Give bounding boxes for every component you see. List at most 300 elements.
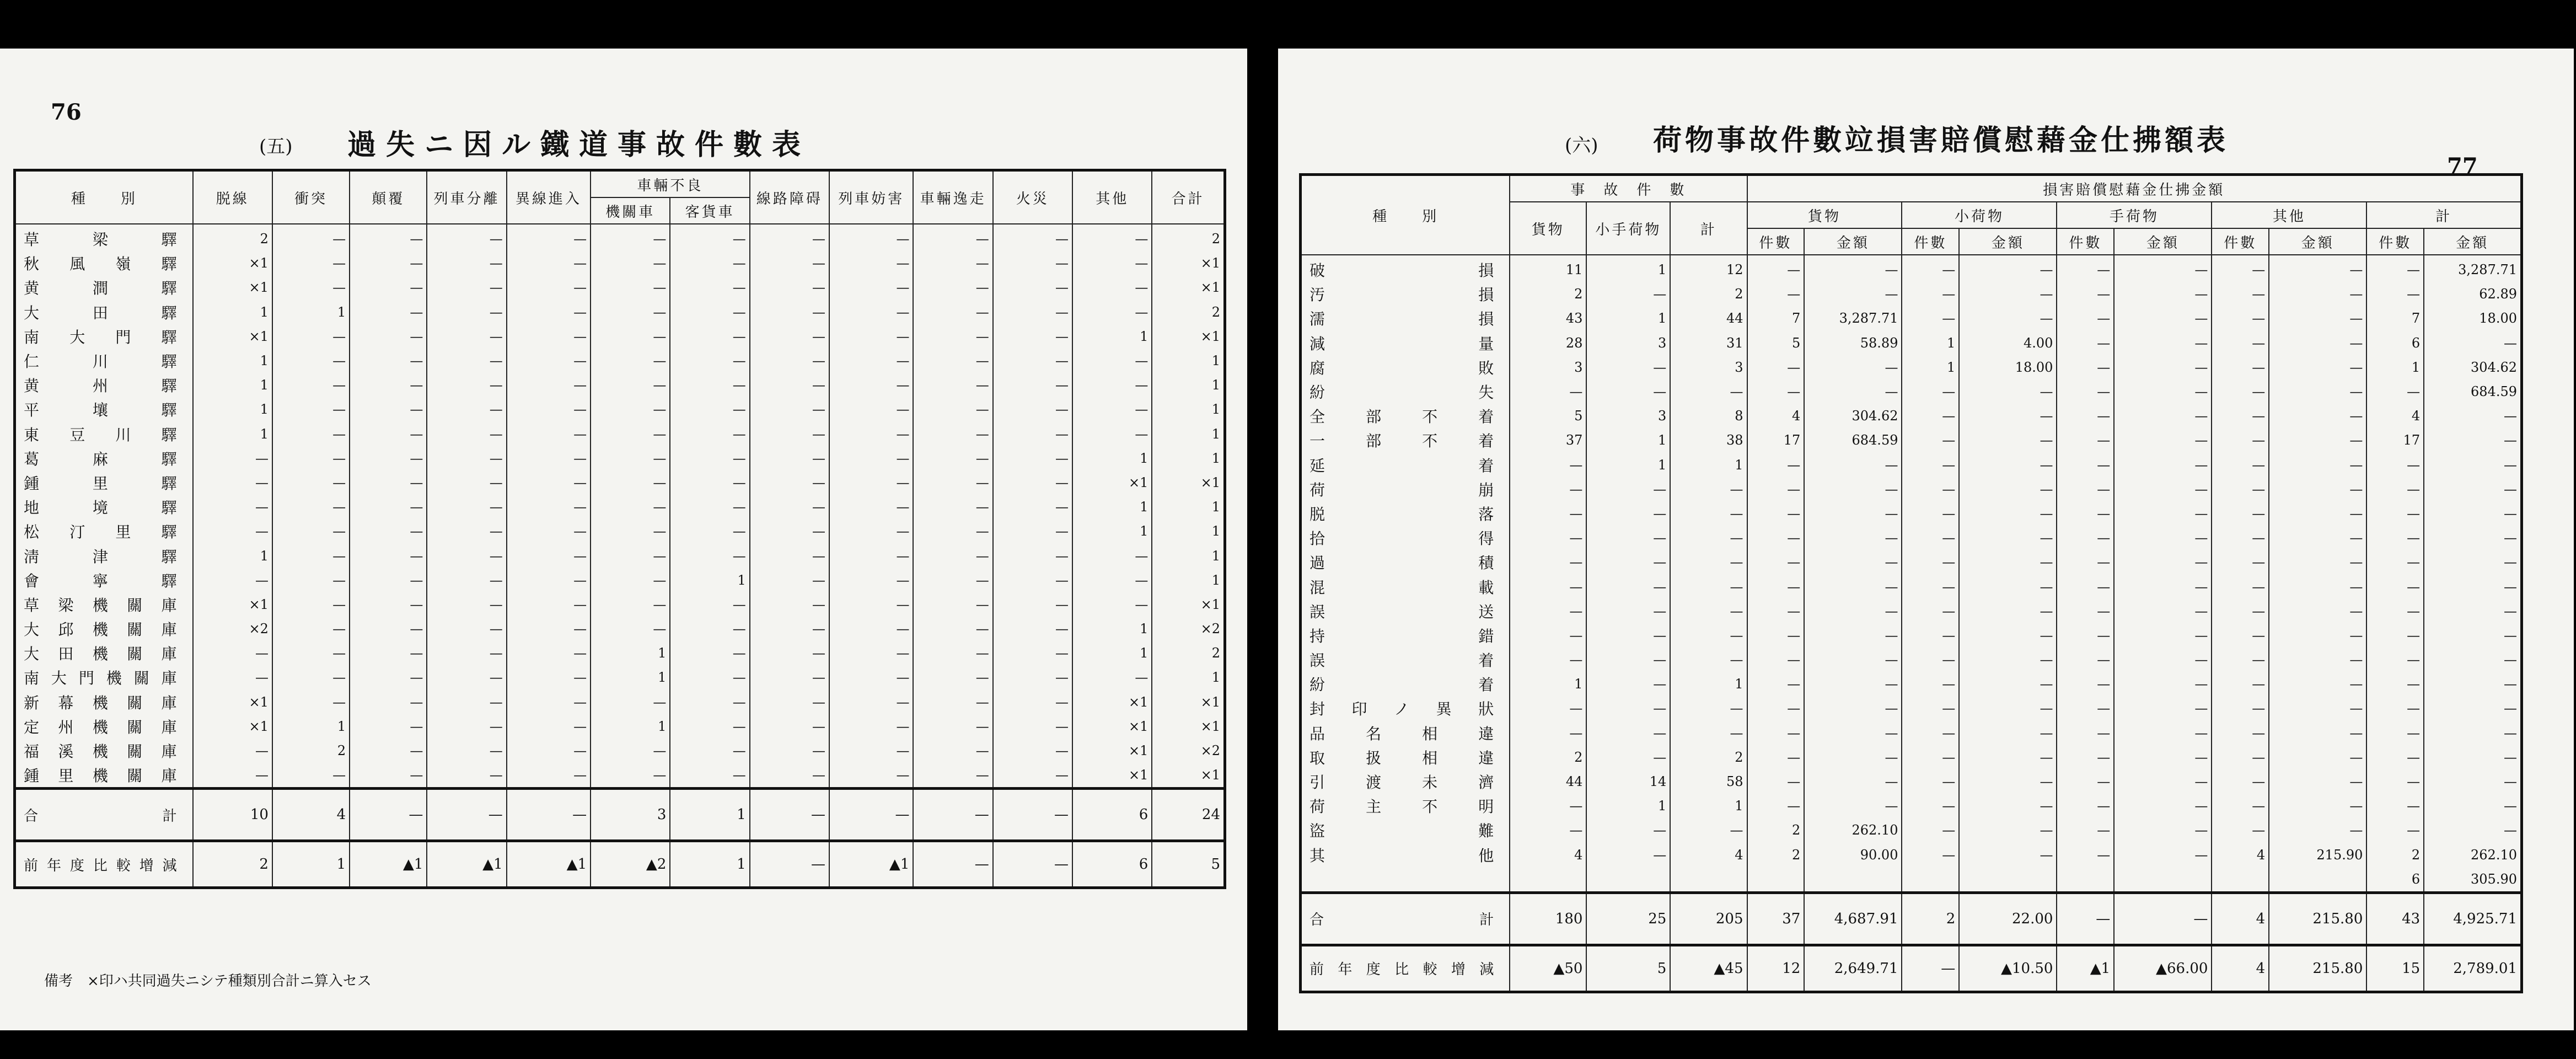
header-col: 其他: [1072, 170, 1152, 224]
cell: —: [1959, 745, 2057, 769]
cell: —: [2269, 379, 2366, 404]
cell: —: [591, 739, 670, 763]
cell: —: [2269, 404, 2366, 428]
cell: —: [1959, 526, 2057, 550]
cell: 6: [1072, 789, 1152, 841]
cell: [1510, 867, 1586, 893]
cell: —: [1747, 379, 1805, 404]
cell: —: [829, 224, 913, 251]
row-label: 福溪機關庫: [15, 739, 193, 763]
cell: —: [507, 422, 591, 446]
table-row: [1301, 282, 2522, 306]
cell: —: [2366, 599, 2424, 623]
cell: 4: [272, 789, 350, 841]
cell: —: [913, 349, 992, 373]
row-label: 脱落: [1301, 501, 1510, 526]
cell: —: [829, 446, 913, 470]
cell: —: [1670, 696, 1747, 720]
cell: ×1: [193, 592, 272, 617]
header-col: 脱線: [193, 170, 272, 224]
cell: 215.80: [2269, 892, 2366, 945]
cell: —: [1072, 300, 1152, 324]
row-label: 封印ノ異狀: [1301, 696, 1510, 720]
cell: —: [750, 841, 829, 888]
table-row: [1301, 623, 2522, 648]
cell: —: [272, 397, 350, 421]
cell: —: [427, 300, 506, 324]
cell: —: [1586, 526, 1670, 550]
cell: —: [2212, 306, 2269, 330]
cell: ×1: [1152, 251, 1225, 275]
cell: —: [193, 446, 272, 470]
cell: —: [272, 224, 350, 251]
cell: —: [2212, 477, 2269, 501]
cell: —: [2269, 550, 2366, 574]
cell: —: [2424, 453, 2521, 477]
cell: 4: [2212, 843, 2269, 867]
cell: —: [272, 592, 350, 617]
cell: —: [670, 495, 749, 519]
row-label: 荷主不明: [1301, 794, 1510, 818]
cell: —: [2424, 696, 2521, 720]
cell: —: [350, 543, 427, 568]
table-row: [1301, 404, 2522, 428]
cell: —: [2057, 404, 2114, 428]
cell: 1: [1072, 519, 1152, 543]
header-group-car: 車輛不良: [591, 170, 750, 198]
cell: —: [2114, 453, 2212, 477]
cell: —: [2057, 696, 2114, 720]
cell: —: [2424, 428, 2521, 452]
cell: 1: [1152, 397, 1225, 421]
table-row: [15, 568, 1225, 592]
cell: —: [829, 568, 913, 592]
cell: —: [2269, 672, 2366, 696]
cell: —: [591, 224, 670, 251]
cell: —: [1586, 648, 1670, 672]
table-row: [15, 739, 1225, 763]
cell: —: [591, 568, 670, 592]
cell: —: [1804, 696, 1902, 720]
cell: —: [2057, 721, 2114, 745]
cell: —: [1959, 477, 2057, 501]
cell: —: [427, 519, 506, 543]
cell: —: [1670, 501, 1747, 526]
cell: ×1: [1152, 714, 1225, 739]
cell: 22.00: [1959, 892, 2057, 945]
row-label: 會寧驛: [15, 568, 193, 592]
row-label: 草梁驛: [15, 224, 193, 251]
cell: —: [670, 739, 749, 763]
cell: —: [507, 373, 591, 397]
cell: —: [350, 641, 427, 665]
header-sub: 其他: [2212, 202, 2366, 228]
header-col: 列車妨害: [829, 170, 913, 224]
cell: —: [507, 251, 591, 275]
cell: —: [750, 543, 829, 568]
header-sub: 客貨車: [670, 197, 749, 224]
cell: ▲1: [427, 841, 506, 888]
cell: —: [829, 714, 913, 739]
cell: —: [1804, 477, 1902, 501]
cell: —: [591, 349, 670, 373]
cell: —: [1670, 648, 1747, 672]
cell: 3: [591, 789, 670, 841]
cell: 2: [1152, 641, 1225, 665]
cell: —: [1959, 282, 2057, 306]
cell: —: [2424, 404, 2521, 428]
cell: —: [2114, 574, 2212, 598]
row-label: 全部不着: [1301, 404, 1510, 428]
cell: —: [1747, 769, 1805, 794]
cell: —: [670, 519, 749, 543]
cell: 4: [1747, 404, 1805, 428]
cell: —: [1902, 794, 1959, 818]
table-row: [15, 224, 1225, 251]
cell: 2: [1670, 282, 1747, 306]
table-row: [15, 617, 1225, 641]
row-label: 破損: [1301, 255, 1510, 282]
cell: —: [670, 373, 749, 397]
cell: —: [913, 275, 992, 299]
cell: —: [427, 714, 506, 739]
cell: —: [1072, 251, 1152, 275]
cell: —: [1586, 672, 1670, 696]
cell: 684.59: [1804, 428, 1902, 452]
header-col: 列車分離: [427, 170, 506, 224]
cell: —: [427, 543, 506, 568]
row-label: 前年度比較增減: [15, 841, 193, 888]
cell: —: [272, 690, 350, 714]
cell: —: [1902, 574, 1959, 598]
cell: —: [2424, 623, 2521, 648]
cell: 5: [1510, 404, 1586, 428]
cell: —: [427, 251, 506, 275]
cell: ▲1: [829, 841, 913, 888]
cell: —: [1510, 599, 1586, 623]
cell: —: [1670, 550, 1747, 574]
table-row: [1301, 306, 2522, 330]
cell: —: [2057, 355, 2114, 379]
cell: —: [350, 275, 427, 299]
cell: —: [829, 690, 913, 714]
cell: 304.62: [2424, 355, 2521, 379]
cell: 1: [1072, 617, 1152, 641]
cell: 1: [1586, 428, 1670, 452]
header-col: 貨物: [1510, 202, 1586, 255]
row-label: 取扱相違: [1301, 745, 1510, 769]
cell: —: [591, 495, 670, 519]
header-sub: 貨物: [1747, 202, 1902, 228]
cell: —: [1510, 501, 1586, 526]
cell: —: [993, 422, 1072, 446]
cell: 1: [1586, 794, 1670, 818]
cell: 1: [670, 789, 749, 841]
cell: 11: [1510, 255, 1586, 282]
cell: —: [2057, 255, 2114, 282]
cell: —: [2424, 501, 2521, 526]
section-number: (五): [259, 136, 293, 158]
cell: —: [507, 568, 591, 592]
cell: —: [2114, 769, 2212, 794]
cell: —: [272, 373, 350, 397]
table-row: [1301, 453, 2522, 477]
cell: —: [1747, 255, 1805, 282]
cell: —: [2269, 526, 2366, 550]
cell: —: [1959, 721, 2057, 745]
cell: —: [2269, 721, 2366, 745]
header-sub: 計: [2366, 202, 2521, 228]
cell: 304.62: [1804, 404, 1902, 428]
cell: —: [670, 397, 749, 421]
cell: —: [913, 300, 992, 324]
row-label: 其他: [1301, 843, 1510, 867]
cell: ▲1: [507, 841, 591, 888]
cell: —: [2057, 501, 2114, 526]
table-row: [15, 275, 1225, 299]
cell: —: [272, 543, 350, 568]
cell: 1: [1670, 672, 1747, 696]
row-label: 混載: [1301, 574, 1510, 598]
cell: —: [1804, 623, 1902, 648]
cell: —: [1959, 843, 2057, 867]
cell: —: [750, 714, 829, 739]
row-label: 秋風嶺驛: [15, 251, 193, 275]
cell: 1: [193, 300, 272, 324]
cell: —: [591, 373, 670, 397]
cell: —: [913, 251, 992, 275]
cell: —: [1586, 379, 1670, 404]
cell: —: [1902, 721, 1959, 745]
cell: 7: [1747, 306, 1805, 330]
cell: 2: [1747, 818, 1805, 842]
cell: —: [2057, 453, 2114, 477]
cell: 3: [1586, 331, 1670, 355]
header-col: 線路障碍: [750, 170, 829, 224]
cell: 12: [1747, 945, 1805, 992]
cell: —: [1804, 453, 1902, 477]
cell: —: [2424, 794, 2521, 818]
cell: —: [1959, 453, 2057, 477]
cell: 5: [1152, 841, 1225, 888]
cell: [1902, 867, 1959, 893]
cell: 14: [1586, 769, 1670, 794]
cell: —: [1804, 355, 1902, 379]
footnote: 備考 ×印ハ共同過失ニシテ種類別合計ニ算入セス: [44, 973, 372, 990]
table-row: [15, 324, 1225, 349]
cell: 6: [2366, 867, 2424, 893]
cell: 15: [2366, 945, 2424, 992]
row-label: 葛麻驛: [15, 446, 193, 470]
header-count: 件數: [1902, 228, 1959, 255]
cell: —: [2269, 453, 2366, 477]
cell: —: [2114, 477, 2212, 501]
cell: —: [913, 397, 992, 421]
cell: 1: [1072, 446, 1152, 470]
cell: —: [193, 641, 272, 665]
header-col: 合計: [1152, 170, 1225, 224]
cell: —: [1586, 721, 1670, 745]
cell: —: [1072, 568, 1152, 592]
cell: 1: [1902, 331, 1959, 355]
cell: —: [2057, 745, 2114, 769]
prev-row: [1301, 945, 2522, 992]
cell: —: [350, 592, 427, 617]
cell: —: [1747, 526, 1805, 550]
cell: —: [1902, 526, 1959, 550]
table-row: [1301, 550, 2522, 574]
cell: —: [993, 739, 1072, 763]
cell: —: [1072, 224, 1152, 251]
table-row: [1301, 818, 2522, 842]
cell: —: [427, 470, 506, 495]
cell: 4: [2212, 945, 2269, 992]
cell: ×1: [1152, 690, 1225, 714]
cell: 1: [1670, 453, 1747, 477]
cell: —: [670, 251, 749, 275]
cell: —: [1747, 550, 1805, 574]
cell: —: [350, 470, 427, 495]
cell: 3: [1586, 404, 1670, 428]
cell: —: [750, 519, 829, 543]
row-label: 誤送: [1301, 599, 1510, 623]
cell: —: [272, 519, 350, 543]
cell: —: [1902, 945, 1959, 992]
cell: 3,287.71: [1804, 306, 1902, 330]
cell: 1: [1586, 453, 1670, 477]
cell: —: [1902, 648, 1959, 672]
cell: —: [1747, 623, 1805, 648]
cell: —: [1902, 306, 1959, 330]
prev-row: [15, 841, 1225, 888]
row-label: 減量: [1301, 331, 1510, 355]
cell: —: [1747, 648, 1805, 672]
row-label: 盜難: [1301, 818, 1510, 842]
cell: —: [1670, 623, 1747, 648]
cell: —: [2366, 477, 2424, 501]
cell: —: [350, 739, 427, 763]
cell: —: [591, 690, 670, 714]
cell: —: [750, 324, 829, 349]
cell: —: [2212, 453, 2269, 477]
table-row: [15, 446, 1225, 470]
cell: 1: [591, 641, 670, 665]
cell: —: [1902, 672, 1959, 696]
cell: ×1: [1072, 714, 1152, 739]
cell: 2,649.71: [1804, 945, 1902, 992]
cell: —: [829, 495, 913, 519]
right-page: [1278, 49, 2574, 1030]
cell: 215.90: [2269, 843, 2366, 867]
cell: —: [2212, 355, 2269, 379]
cell: —: [829, 324, 913, 349]
cell: —: [2424, 526, 2521, 550]
table-row: [1301, 794, 2522, 818]
row-label: 平壤驛: [15, 397, 193, 421]
cell: 1: [670, 568, 749, 592]
cell: —: [1586, 745, 1670, 769]
cell: —: [2366, 255, 2424, 282]
cell: 1: [1152, 446, 1225, 470]
table-row: [1301, 843, 2522, 867]
cell: —: [2269, 648, 2366, 672]
cell: —: [1804, 379, 1902, 404]
cell: 2: [272, 739, 350, 763]
cell: —: [829, 422, 913, 446]
cell: —: [1804, 599, 1902, 623]
cell: —: [1747, 355, 1805, 379]
cell: —: [913, 224, 992, 251]
header-count: 件數: [2057, 228, 2114, 255]
table-row: [15, 519, 1225, 543]
cell: 1: [1152, 349, 1225, 373]
cell: —: [993, 617, 1072, 641]
row-label: 大田驛: [15, 300, 193, 324]
cell: —: [2269, 355, 2366, 379]
cell: —: [591, 763, 670, 789]
cell: —: [350, 495, 427, 519]
cell: —: [993, 763, 1072, 789]
table-row: [15, 592, 1225, 617]
cell: ▲66.00: [2114, 945, 2212, 992]
cell: —: [427, 739, 506, 763]
header-sub: 機關車: [591, 197, 670, 224]
cell: —: [1959, 648, 2057, 672]
header-amount: 金額: [1804, 228, 1902, 255]
cell: —: [1902, 379, 1959, 404]
cell: —: [2114, 428, 2212, 452]
cell: 1: [591, 714, 670, 739]
cell: —: [2366, 794, 2424, 818]
table-row: [1301, 428, 2522, 452]
row-label: 南大門驛: [15, 324, 193, 349]
cell: ×1: [193, 690, 272, 714]
cell: 180: [1510, 892, 1586, 945]
row-label: 定州機關庫: [15, 714, 193, 739]
cell: —: [913, 592, 992, 617]
cell: —: [670, 543, 749, 568]
cell: —: [272, 446, 350, 470]
cell: —: [1510, 818, 1586, 842]
cell: —: [1804, 794, 1902, 818]
cell: —: [750, 641, 829, 665]
table-row: [1301, 721, 2522, 745]
cell: —: [913, 665, 992, 689]
cell: 5: [1747, 331, 1805, 355]
cell: —: [1804, 745, 1902, 769]
cell: —: [750, 251, 829, 275]
cell: —: [2057, 550, 2114, 574]
cell: 1: [272, 714, 350, 739]
cell: —: [2057, 526, 2114, 550]
row-label: 紛着: [1301, 672, 1510, 696]
cell: —: [2366, 745, 2424, 769]
page-number: 77: [2447, 153, 2478, 179]
cell: —: [2424, 648, 2521, 672]
header-col: 計: [1670, 202, 1747, 255]
cell: —: [427, 617, 506, 641]
cell: —: [993, 349, 1072, 373]
cell: —: [1902, 255, 1959, 282]
cell: —: [350, 251, 427, 275]
cell: 7: [2366, 306, 2424, 330]
cell: —: [2114, 696, 2212, 720]
cell: —: [2212, 331, 2269, 355]
cell: 2: [1510, 282, 1586, 306]
cell: 2: [1670, 745, 1747, 769]
cell: —: [2269, 255, 2366, 282]
cell: —: [993, 300, 1072, 324]
